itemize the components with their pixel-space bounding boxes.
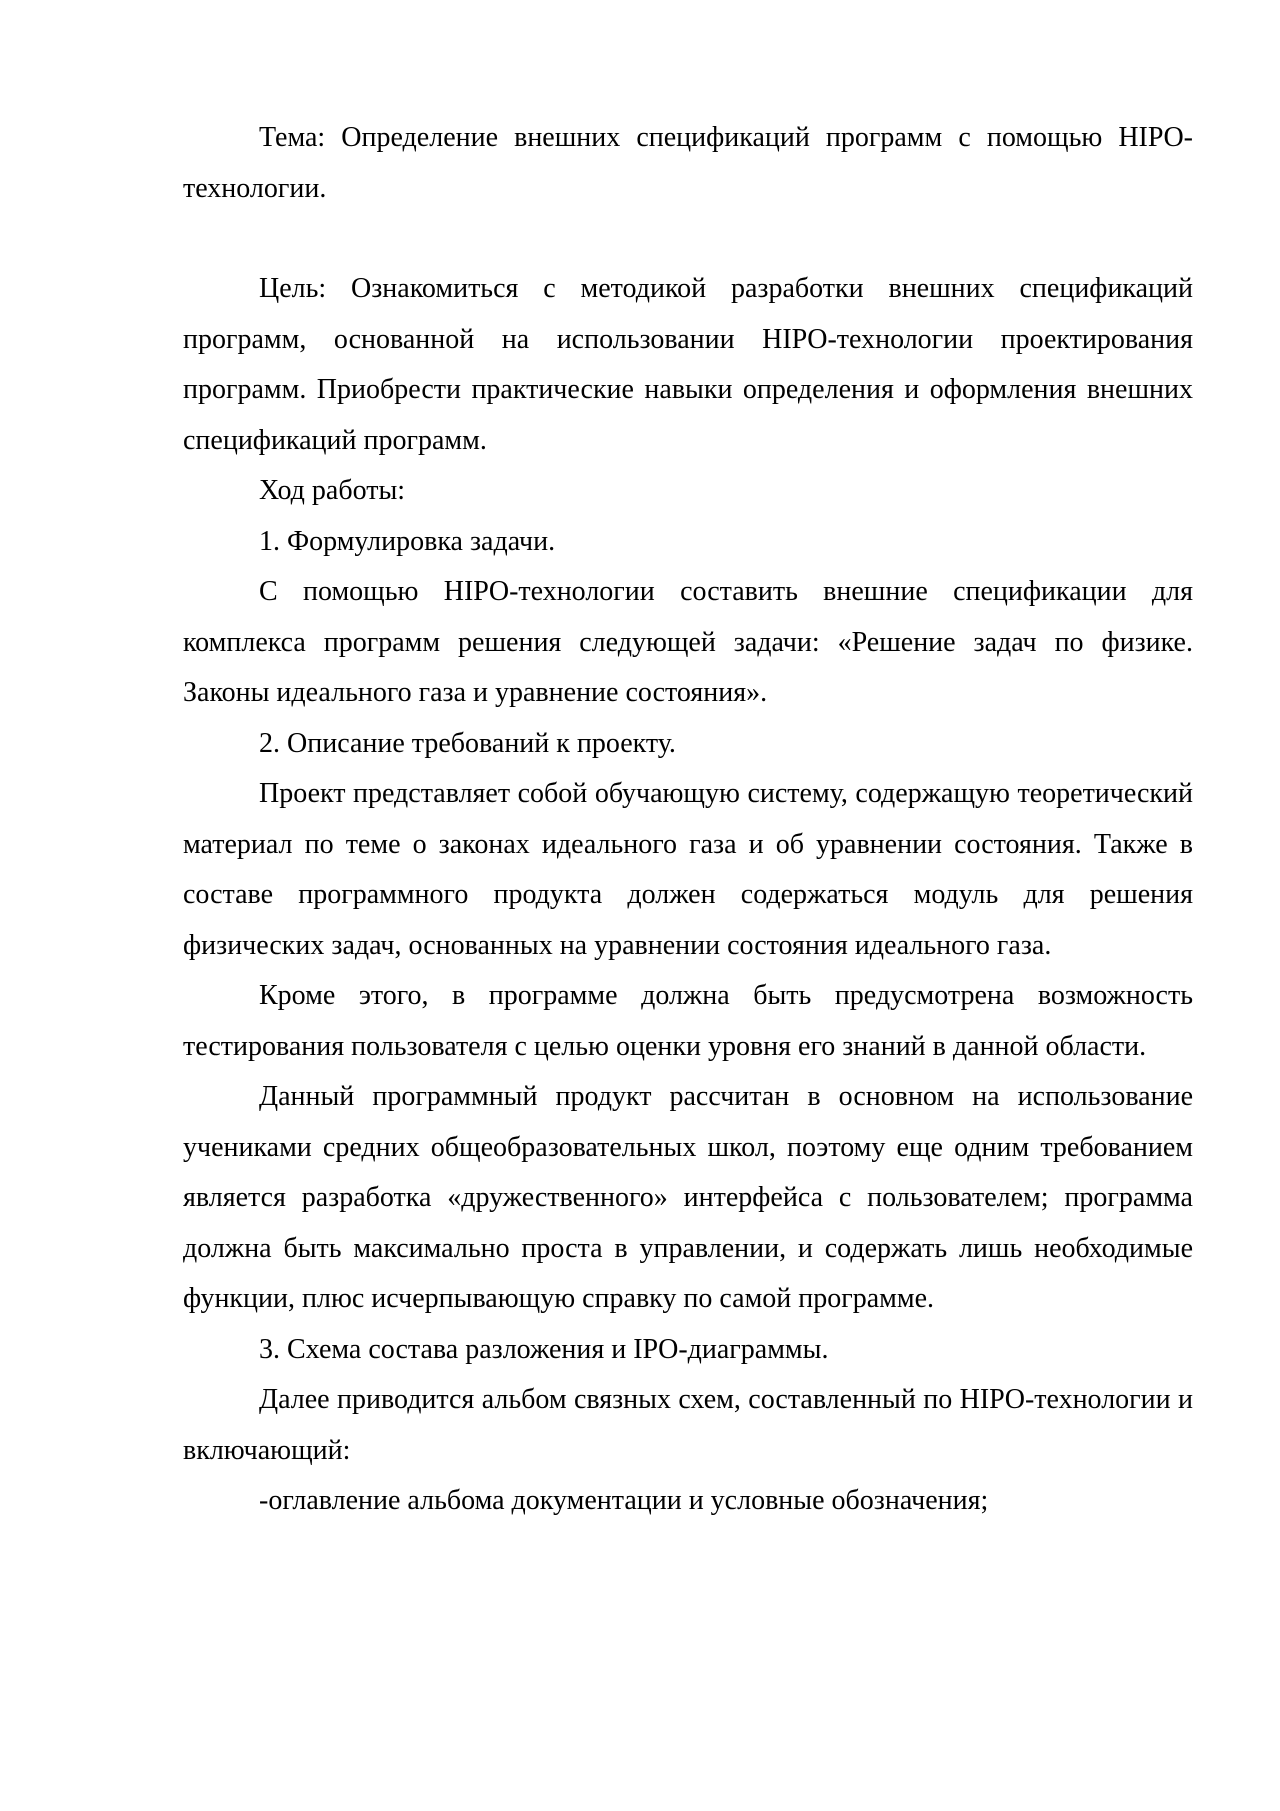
section-1-heading: 1. Формулировка задачи. <box>259 525 556 557</box>
task-paragraph: С помощью HIPO-технологии составить внешние спецификации для комплекса программ решения следующей задачи: «Решение задач по физике. Законы идеального газа и уравнение состояния». <box>183 576 1193 708</box>
album-list-item: -оглавление альбома документации и условные обозначения; <box>259 1485 989 1516</box>
testing-paragraph: Кроме этого, в программе должна быть предусмотрена возможность тестирования пользователя с целью оценки уровня его знаний в данной области. <box>183 980 1193 1062</box>
document-body <box>183 113 1193 1527</box>
audience-paragraph: Данный программный продукт рассчитан в основном на использование учениками средних общеобразовательных школ, поэтому еще одним требованием является разработка «дружественного» интерфейса с пользователем; программа должна быть максимально проста в управлении, и содержать лишь необходимые функции, плюс исчерпывающую справку по самой программе. <box>183 1081 1193 1314</box>
goal-paragraph: Цель: Ознакомиться с методикой разработки внешних спецификаций программ, основанной на использовании HIPO-технологии проектирования программ. Приобрести практические навыки определения и оформления внешних спецификаций программ. <box>183 273 1193 456</box>
work-progress-heading: Ход работы: <box>259 475 406 506</box>
section-3-heading: 3. Схема состава разложения и IPO-диаграммы. <box>259 1333 829 1365</box>
project-paragraph: Проект представляет собой обучающую систему, содержащую теоретический материал по теме о законах идеального газа и об уравнении состояния. Также в составе программного продукта должен содержаться модуль для решения физических задач, основанных на уравнении состояния идеального газа. <box>183 778 1193 961</box>
album-paragraph: Далее приводится альбом связных схем, составленный по HIPO-технологии и включающий: <box>183 1384 1193 1466</box>
topic-paragraph: Тема: Определение внешних спецификаций программ с помощью HIPO-технологии. <box>183 122 1193 204</box>
section-2-heading: 2. Описание требований к проекту. <box>259 727 676 759</box>
